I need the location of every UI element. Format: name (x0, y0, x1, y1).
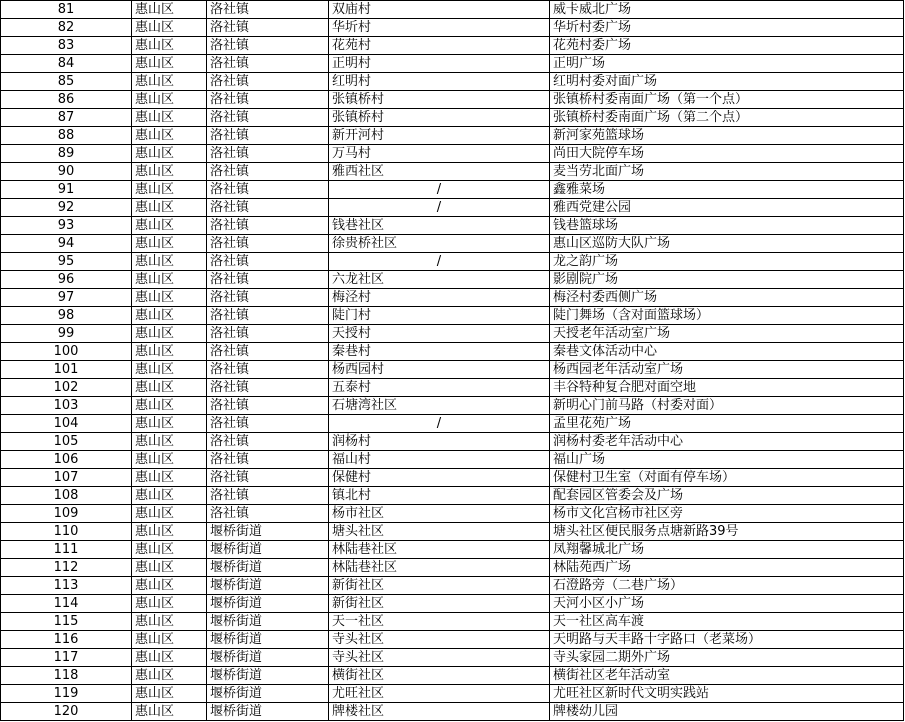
district-cell: 惠山区 (132, 397, 207, 415)
table-row (1, 577, 904, 595)
district-cell: 惠山区 (132, 343, 207, 361)
location-cell: 威卡威北广场 (550, 1, 904, 19)
location-cell: 尤旺社区新时代文明实践站 (550, 685, 904, 703)
town-cell: 洛社镇 (207, 163, 329, 181)
community-cell: 保健村 (329, 469, 550, 487)
table-row (1, 667, 904, 685)
district-cell: 惠山区 (132, 307, 207, 325)
row-number-cell: 90 (1, 163, 132, 181)
community-cell: 正明村 (329, 55, 550, 73)
district-cell: 惠山区 (132, 595, 207, 613)
community-cell: 红明村 (329, 73, 550, 91)
community-cell: 横街社区 (329, 667, 550, 685)
location-cell: 凤翔馨城北广场 (550, 541, 904, 559)
location-cell: 陡门舞场（含对面篮球场） (550, 307, 904, 325)
location-cell: 鑫雅菜场 (550, 181, 904, 199)
row-number-cell: 102 (1, 379, 132, 397)
row-number-cell: 108 (1, 487, 132, 505)
location-cell: 丰谷特种复合肥对面空地 (550, 379, 904, 397)
community-cell: 新开河村 (329, 127, 550, 145)
town-cell: 洛社镇 (207, 325, 329, 343)
table-row (1, 109, 904, 127)
table-row (1, 451, 904, 469)
district-cell: 惠山区 (132, 55, 207, 73)
district-cell: 惠山区 (132, 289, 207, 307)
district-cell: 惠山区 (132, 451, 207, 469)
town-cell: 洛社镇 (207, 379, 329, 397)
district-cell: 惠山区 (132, 415, 207, 433)
district-cell: 惠山区 (132, 379, 207, 397)
community-cell: 杨市社区 (329, 505, 550, 523)
town-cell: 洛社镇 (207, 343, 329, 361)
district-cell: 惠山区 (132, 505, 207, 523)
community-cell: 尤旺社区 (329, 685, 550, 703)
district-cell: 惠山区 (132, 487, 207, 505)
town-cell: 堰桥街道 (207, 613, 329, 631)
community-cell: 石塘湾社区 (329, 397, 550, 415)
community-cell: 天授村 (329, 325, 550, 343)
row-number-cell: 114 (1, 595, 132, 613)
community-cell: 花苑村 (329, 37, 550, 55)
row-number-cell: 81 (1, 1, 132, 19)
location-cell: 石澄路旁（二巷广场） (550, 577, 904, 595)
table-row (1, 235, 904, 253)
town-cell: 洛社镇 (207, 253, 329, 271)
community-cell: 镇北村 (329, 487, 550, 505)
community-cell: 徐贵桥社区 (329, 235, 550, 253)
row-number-cell: 117 (1, 649, 132, 667)
table-row (1, 163, 904, 181)
town-cell: 洛社镇 (207, 73, 329, 91)
town-cell: 洛社镇 (207, 397, 329, 415)
district-cell: 惠山区 (132, 235, 207, 253)
row-number-cell: 116 (1, 631, 132, 649)
location-cell: 秦巷文体活动中心 (550, 343, 904, 361)
town-cell: 堰桥街道 (207, 649, 329, 667)
row-number-cell: 99 (1, 325, 132, 343)
community-cell: / (329, 415, 550, 433)
community-cell: 福山村 (329, 451, 550, 469)
table-row (1, 541, 904, 559)
location-cell: 天授老年活动室广场 (550, 325, 904, 343)
town-cell: 洛社镇 (207, 181, 329, 199)
row-number-cell: 88 (1, 127, 132, 145)
town-cell: 堰桥街道 (207, 685, 329, 703)
community-cell: / (329, 181, 550, 199)
community-cell: 润杨村 (329, 433, 550, 451)
district-cell: 惠山区 (132, 667, 207, 685)
town-cell: 洛社镇 (207, 451, 329, 469)
district-cell: 惠山区 (132, 649, 207, 667)
district-cell: 惠山区 (132, 253, 207, 271)
row-number-cell: 109 (1, 505, 132, 523)
table-row (1, 1, 904, 19)
town-cell: 堰桥街道 (207, 703, 329, 721)
town-cell: 洛社镇 (207, 1, 329, 19)
community-cell: 寺头社区 (329, 631, 550, 649)
table-row (1, 649, 904, 667)
district-cell: 惠山区 (132, 685, 207, 703)
location-cell: 正明广场 (550, 55, 904, 73)
location-cell: 张镇桥村委南面广场（第一个点） (550, 91, 904, 109)
row-number-cell: 85 (1, 73, 132, 91)
town-cell: 洛社镇 (207, 127, 329, 145)
row-number-cell: 84 (1, 55, 132, 73)
row-number-cell: 95 (1, 253, 132, 271)
row-number-cell: 93 (1, 217, 132, 235)
district-cell: 惠山区 (132, 145, 207, 163)
table-row (1, 397, 904, 415)
table-row (1, 271, 904, 289)
location-cell: 孟里花苑广场 (550, 415, 904, 433)
table-row (1, 217, 904, 235)
location-cell: 新河家苑篮球场 (550, 127, 904, 145)
location-cell: 保健村卫生室（对面有停车场） (550, 469, 904, 487)
row-number-cell: 100 (1, 343, 132, 361)
location-cell: 红明村委对面广场 (550, 73, 904, 91)
table-row (1, 73, 904, 91)
table-row (1, 325, 904, 343)
town-cell: 洛社镇 (207, 145, 329, 163)
table-row (1, 181, 904, 199)
row-number-cell: 89 (1, 145, 132, 163)
district-cell: 惠山区 (132, 1, 207, 19)
district-cell: 惠山区 (132, 37, 207, 55)
town-cell: 洛社镇 (207, 235, 329, 253)
table-row (1, 199, 904, 217)
row-number-cell: 98 (1, 307, 132, 325)
table-row (1, 523, 904, 541)
location-cell: 新明心门前马路（村委对面） (550, 397, 904, 415)
town-cell: 堰桥街道 (207, 541, 329, 559)
row-number-cell: 82 (1, 19, 132, 37)
community-cell: 新街社区 (329, 595, 550, 613)
community-cell: 杨西园村 (329, 361, 550, 379)
district-cell: 惠山区 (132, 577, 207, 595)
town-cell: 堰桥街道 (207, 577, 329, 595)
community-cell: 张镇桥村 (329, 109, 550, 127)
table-row (1, 559, 904, 577)
table-row (1, 595, 904, 613)
row-number-cell: 94 (1, 235, 132, 253)
location-cell: 塘头社区便民服务点塘新路39号 (550, 523, 904, 541)
district-cell: 惠山区 (132, 19, 207, 37)
community-cell: 华圻村 (329, 19, 550, 37)
town-cell: 洛社镇 (207, 469, 329, 487)
table-row (1, 91, 904, 109)
town-cell: 洛社镇 (207, 271, 329, 289)
town-cell: 堰桥街道 (207, 523, 329, 541)
row-number-cell: 120 (1, 703, 132, 721)
row-number-cell: 106 (1, 451, 132, 469)
table-row (1, 307, 904, 325)
row-number-cell: 97 (1, 289, 132, 307)
community-cell: / (329, 199, 550, 217)
row-number-cell: 119 (1, 685, 132, 703)
location-cell: 钱巷篮球场 (550, 217, 904, 235)
district-cell: 惠山区 (132, 469, 207, 487)
row-number-cell: 96 (1, 271, 132, 289)
community-cell: 新街社区 (329, 577, 550, 595)
town-cell: 洛社镇 (207, 37, 329, 55)
table-row (1, 379, 904, 397)
location-cell: 天一社区高车渡 (550, 613, 904, 631)
district-cell: 惠山区 (132, 613, 207, 631)
row-number-cell: 105 (1, 433, 132, 451)
town-cell: 堰桥街道 (207, 631, 329, 649)
row-number-cell: 115 (1, 613, 132, 631)
row-number-cell: 104 (1, 415, 132, 433)
town-cell: 洛社镇 (207, 217, 329, 235)
community-cell: 张镇桥村 (329, 91, 550, 109)
district-cell: 惠山区 (132, 91, 207, 109)
location-cell: 润杨村委老年活动中心 (550, 433, 904, 451)
location-cell: 华圻村委广场 (550, 19, 904, 37)
table-row (1, 253, 904, 271)
community-cell: 五泰村 (329, 379, 550, 397)
location-cell: 天河小区小广场 (550, 595, 904, 613)
row-number-cell: 103 (1, 397, 132, 415)
row-number-cell: 110 (1, 523, 132, 541)
table-row (1, 361, 904, 379)
district-cell: 惠山区 (132, 559, 207, 577)
location-cell: 花苑村委广场 (550, 37, 904, 55)
town-cell: 洛社镇 (207, 109, 329, 127)
town-cell: 洛社镇 (207, 433, 329, 451)
community-cell: 梅泾村 (329, 289, 550, 307)
location-cell: 林陆苑西广场 (550, 559, 904, 577)
table-row (1, 145, 904, 163)
row-number-cell: 91 (1, 181, 132, 199)
table-row (1, 289, 904, 307)
town-cell: 堰桥街道 (207, 559, 329, 577)
district-cell: 惠山区 (132, 523, 207, 541)
row-number-cell: 92 (1, 199, 132, 217)
district-cell: 惠山区 (132, 433, 207, 451)
location-cell: 张镇桥村委南面广场（第二个点） (550, 109, 904, 127)
town-cell: 洛社镇 (207, 19, 329, 37)
community-cell: 牌楼社区 (329, 703, 550, 721)
district-cell: 惠山区 (132, 163, 207, 181)
row-number-cell: 112 (1, 559, 132, 577)
table-row (1, 37, 904, 55)
district-cell: 惠山区 (132, 361, 207, 379)
row-number-cell: 111 (1, 541, 132, 559)
table-row (1, 469, 904, 487)
town-cell: 洛社镇 (207, 91, 329, 109)
town-cell: 洛社镇 (207, 289, 329, 307)
location-cell: 配套园区管委会及广场 (550, 487, 904, 505)
location-cell: 麦当劳北面广场 (550, 163, 904, 181)
district-cell: 惠山区 (132, 109, 207, 127)
row-number-cell: 101 (1, 361, 132, 379)
row-number-cell: 87 (1, 109, 132, 127)
town-cell: 洛社镇 (207, 307, 329, 325)
community-cell: 天一社区 (329, 613, 550, 631)
town-cell: 洛社镇 (207, 361, 329, 379)
community-cell: 双庙村 (329, 1, 550, 19)
district-cell: 惠山区 (132, 73, 207, 91)
town-cell: 洛社镇 (207, 487, 329, 505)
table-row (1, 631, 904, 649)
table-row (1, 685, 904, 703)
location-cell: 雅西党建公园 (550, 199, 904, 217)
location-cell: 横街社区老年活动室 (550, 667, 904, 685)
community-cell: 六龙社区 (329, 271, 550, 289)
district-cell: 惠山区 (132, 127, 207, 145)
district-cell: 惠山区 (132, 541, 207, 559)
district-cell: 惠山区 (132, 271, 207, 289)
row-number-cell: 107 (1, 469, 132, 487)
community-cell: / (329, 253, 550, 271)
location-cell: 梅泾村委西侧广场 (550, 289, 904, 307)
row-number-cell: 83 (1, 37, 132, 55)
location-cell: 惠山区巡防大队广场 (550, 235, 904, 253)
community-cell: 秦巷村 (329, 343, 550, 361)
town-cell: 洛社镇 (207, 199, 329, 217)
location-cell: 福山广场 (550, 451, 904, 469)
town-cell: 堰桥街道 (207, 595, 329, 613)
table-row (1, 613, 904, 631)
table-row (1, 343, 904, 361)
district-cell: 惠山区 (132, 217, 207, 235)
location-cell: 杨西园老年活动室广场 (550, 361, 904, 379)
town-cell: 洛社镇 (207, 505, 329, 523)
community-cell: 雅西社区 (329, 163, 550, 181)
community-cell: 林陆巷社区 (329, 541, 550, 559)
location-cell: 龙之韵广场 (550, 253, 904, 271)
community-cell: 寺头社区 (329, 649, 550, 667)
community-cell: 陡门村 (329, 307, 550, 325)
location-cell: 杨市文化宫杨市社区旁 (550, 505, 904, 523)
table-row (1, 415, 904, 433)
community-cell: 塘头社区 (329, 523, 550, 541)
community-cell: 钱巷社区 (329, 217, 550, 235)
table-row (1, 433, 904, 451)
table-row (1, 487, 904, 505)
table-row (1, 127, 904, 145)
location-cell: 寺头家园二期外广场 (550, 649, 904, 667)
district-cell: 惠山区 (132, 199, 207, 217)
community-cell: 林陆巷社区 (329, 559, 550, 577)
community-cell: 万马村 (329, 145, 550, 163)
district-cell: 惠山区 (132, 703, 207, 721)
row-number-cell: 113 (1, 577, 132, 595)
location-cell: 影剧院广场 (550, 271, 904, 289)
row-number-cell: 118 (1, 667, 132, 685)
table-row (1, 55, 904, 73)
row-number-cell: 86 (1, 91, 132, 109)
district-cell: 惠山区 (132, 631, 207, 649)
town-cell: 堰桥街道 (207, 667, 329, 685)
district-cell: 惠山区 (132, 325, 207, 343)
town-cell: 洛社镇 (207, 55, 329, 73)
site-table-body (1, 1, 904, 721)
table-row (1, 505, 904, 523)
location-cell: 牌楼幼儿园 (550, 703, 904, 721)
district-cell: 惠山区 (132, 181, 207, 199)
table-row (1, 19, 904, 37)
location-cell: 尚田大院停车场 (550, 145, 904, 163)
town-cell: 洛社镇 (207, 415, 329, 433)
table-row (1, 703, 904, 721)
location-cell: 天明路与天丰路十字路口（老菜场） (550, 631, 904, 649)
